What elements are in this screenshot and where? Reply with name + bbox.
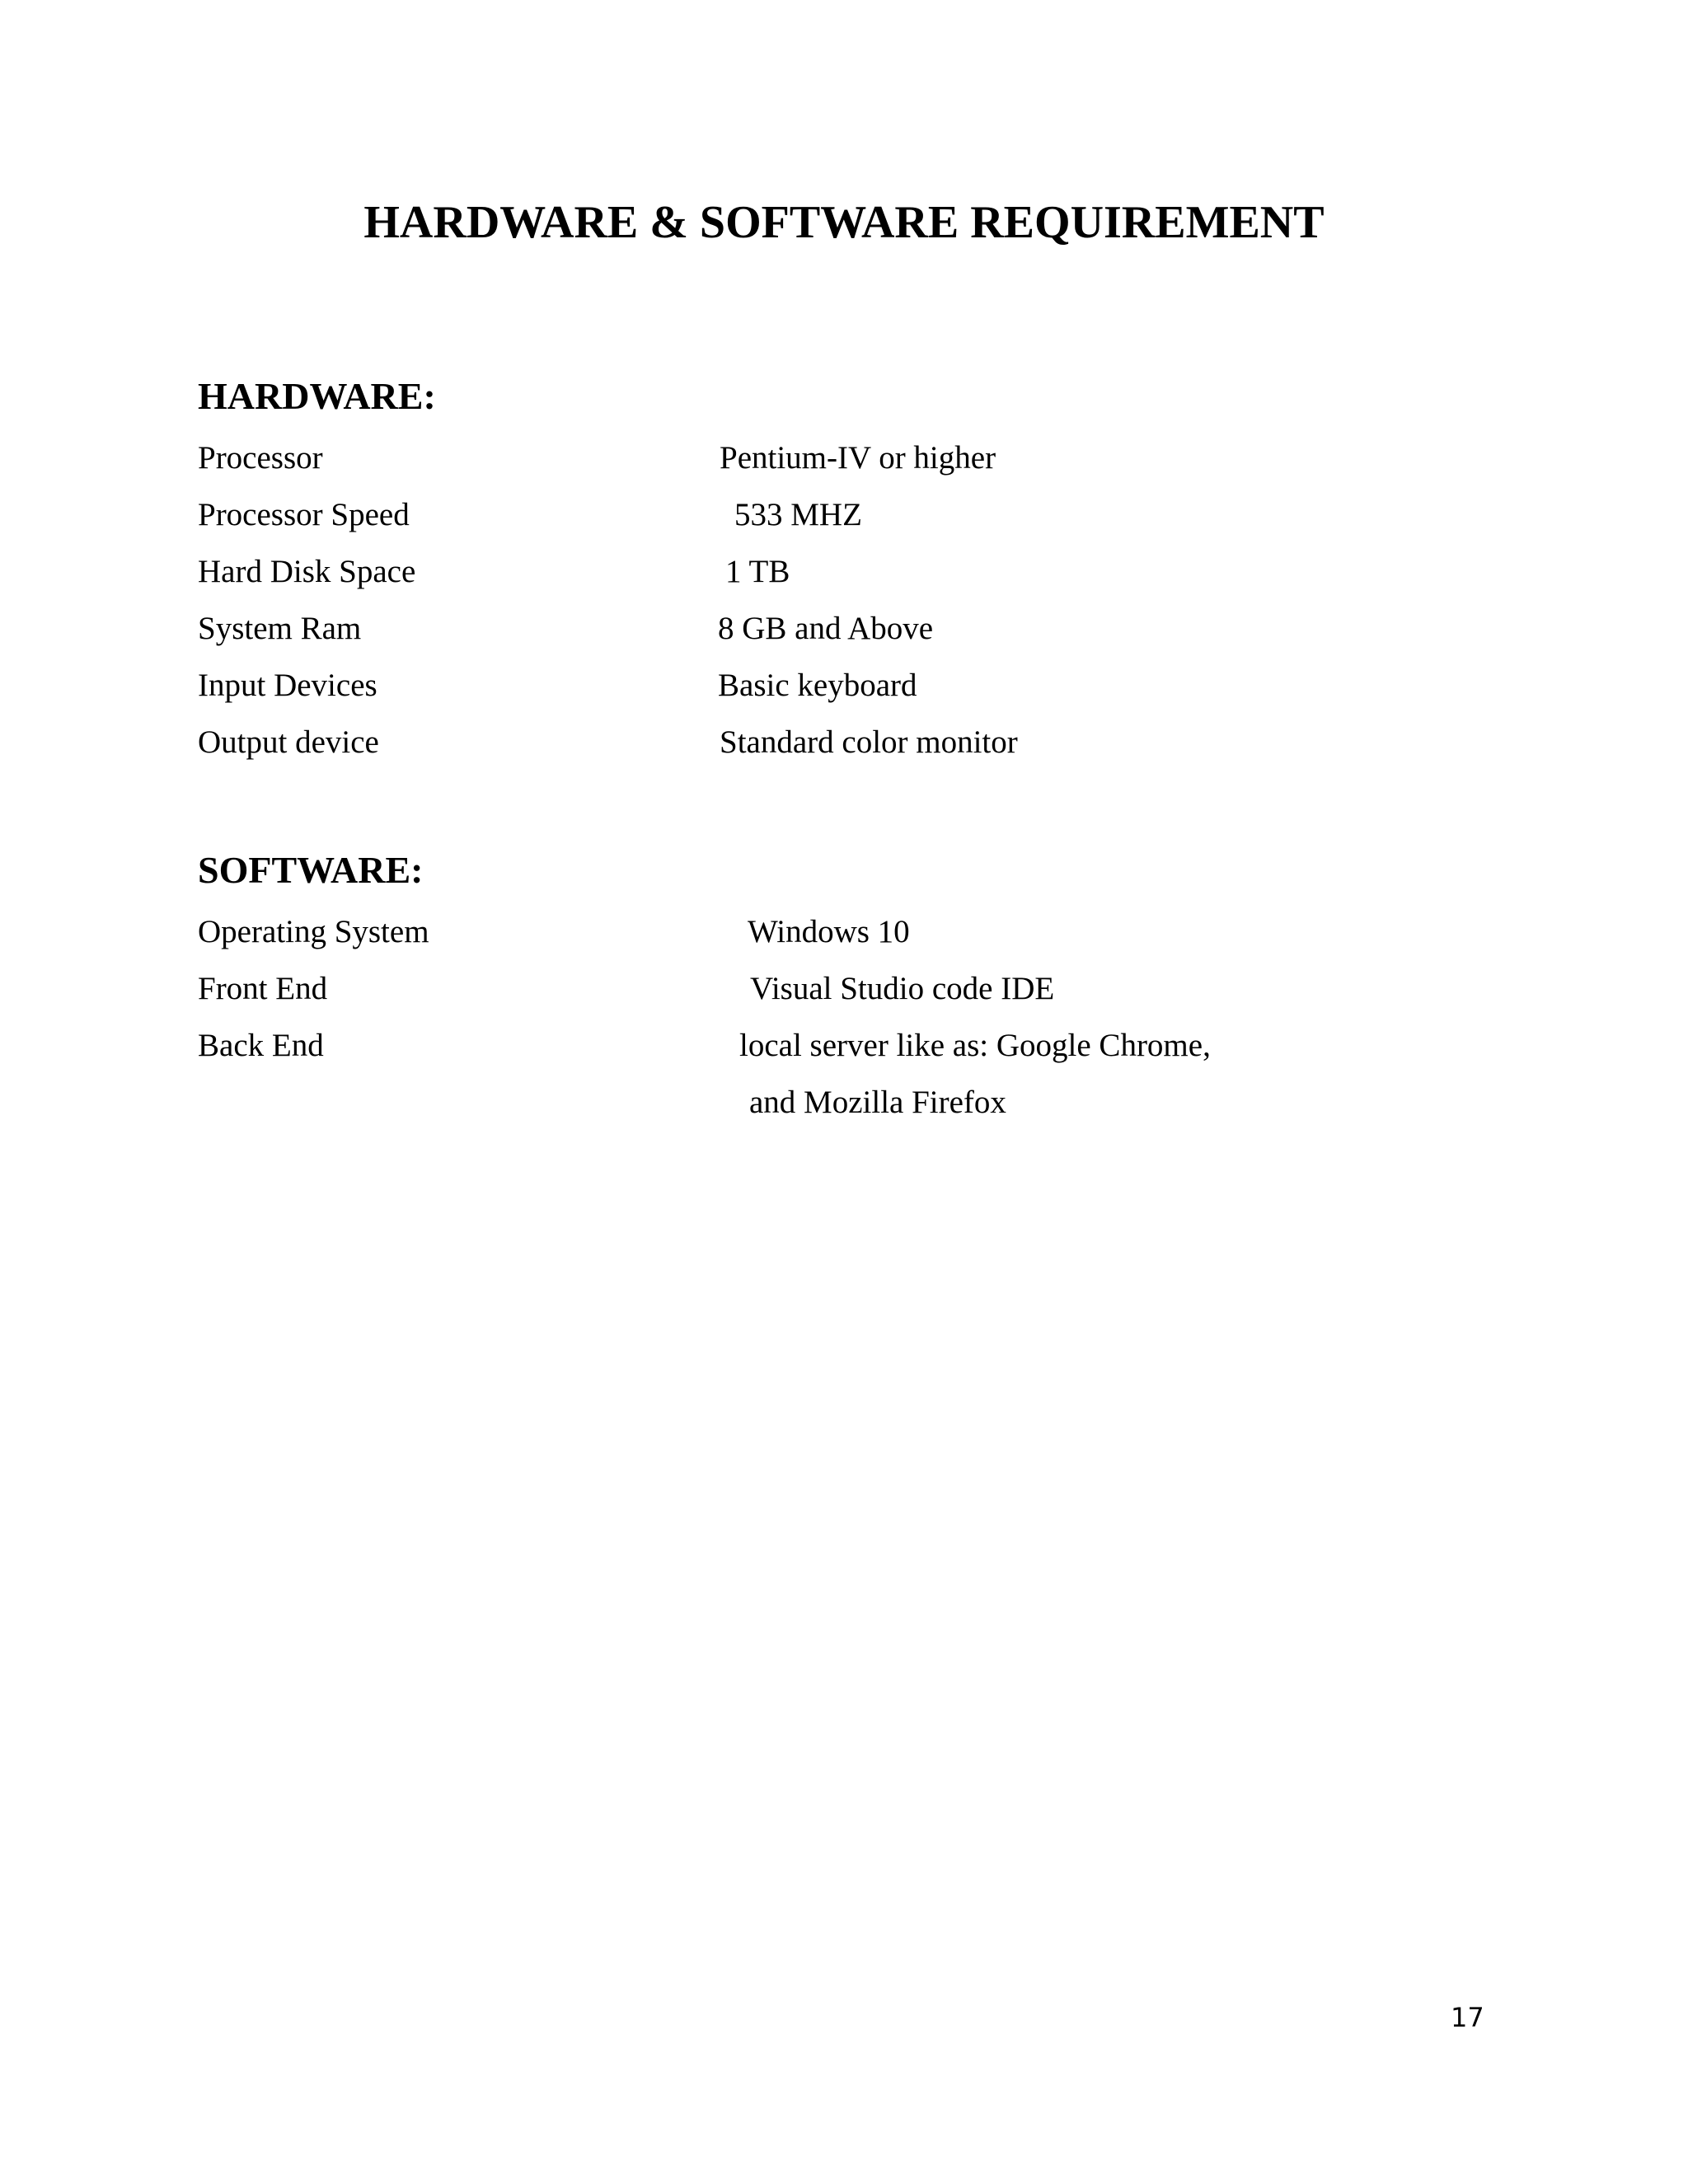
spec-label: Hard Disk Space (198, 554, 416, 589)
hardware-row-output-device (198, 719, 1517, 766)
spec-label: Processor Speed (198, 497, 410, 532)
spec-value: Basic keyboard (718, 668, 917, 703)
spec-value: 533 MHZ (734, 497, 862, 532)
spec-label: Processor (198, 440, 323, 476)
hardware-row-hard-disk-space (198, 549, 1517, 595)
software-row-back-end (198, 1023, 1517, 1069)
spec-value: Windows 10 (748, 914, 910, 949)
software-row-front-end (198, 966, 1517, 1012)
hardware-row-processor-speed (198, 492, 1517, 538)
spec-label: Operating System (198, 914, 429, 949)
spec-value: Standard color monitor (720, 724, 1018, 760)
spec-value: Visual Studio code IDE (750, 971, 1055, 1006)
hardware-row-processor (198, 435, 1517, 481)
hardware-row-system-ram (198, 606, 1517, 652)
spec-label: Output device (198, 724, 379, 760)
spec-label: System Ram (198, 611, 362, 646)
spec-value: local server like as: Google Chrome, (739, 1028, 1211, 1063)
page-number: 17 (1451, 2002, 1484, 2033)
page-title: HARDWARE & SOFTWARE REQUIREMENT (363, 197, 1325, 248)
software-row-back-end-continued (198, 1080, 1517, 1126)
spec-label: Back End (198, 1028, 324, 1063)
spec-label: Input Devices (198, 668, 377, 703)
spec-label: Front End (198, 971, 328, 1006)
spec-value: Pentium-IV or higher (720, 440, 996, 476)
spec-value: 8 GB and Above (718, 611, 934, 646)
hardware-row-input-devices (198, 663, 1517, 709)
software-row-operating-system (198, 909, 1517, 955)
hardware-heading: HARDWARE: (198, 375, 436, 417)
spec-value: and Mozilla Firefox (749, 1085, 1006, 1120)
software-heading: SOFTWARE: (198, 849, 424, 891)
spec-value: 1 TB (725, 554, 790, 589)
